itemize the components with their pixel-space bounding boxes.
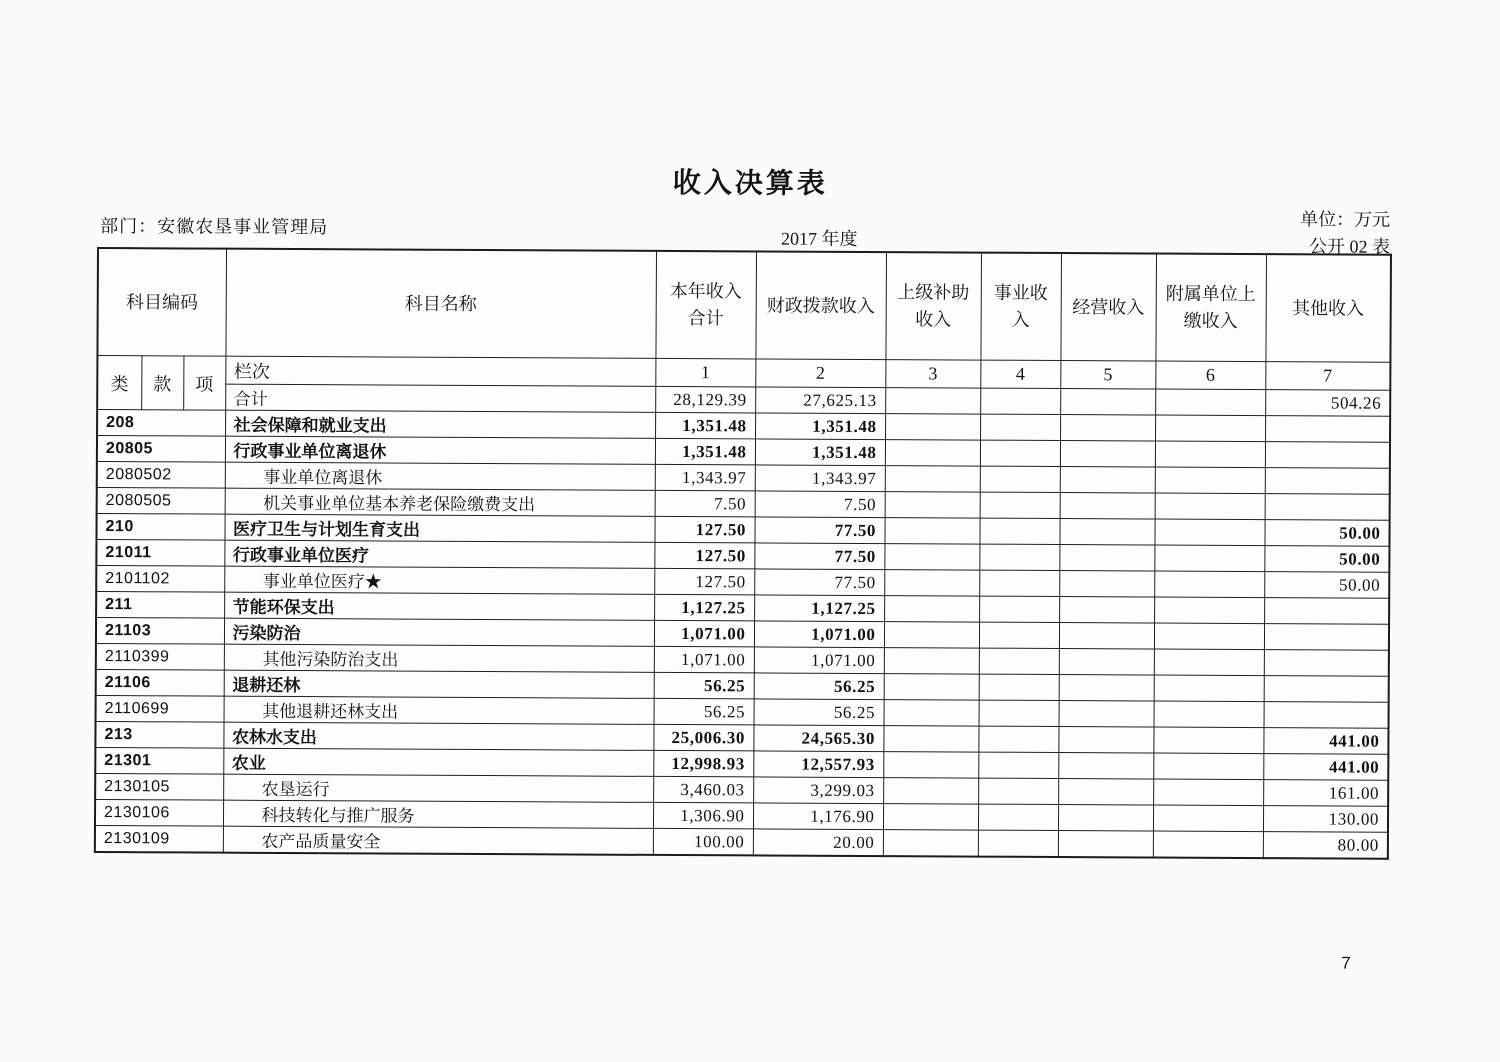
value-cell xyxy=(884,648,979,674)
value-cell: 1,306.90 xyxy=(653,802,753,829)
subject-name-cell: 医疗卫生与计划生育支出 xyxy=(224,514,654,542)
total-value-4 xyxy=(980,388,1060,414)
subject-code-cell: 2130106 xyxy=(95,799,223,826)
value-cell xyxy=(1265,442,1390,469)
value-cell: 441.00 xyxy=(1263,754,1388,781)
value-cell xyxy=(1155,441,1265,468)
column-number-6: 6 xyxy=(1155,361,1265,390)
value-cell xyxy=(1264,598,1389,625)
value-cell: 56.25 xyxy=(754,673,884,700)
header-col-total-income: 本年收入合计 xyxy=(655,251,756,359)
value-cell xyxy=(1265,416,1390,443)
subject-code-cell: 21103 xyxy=(96,617,224,644)
value-cell: 1,127.25 xyxy=(654,594,754,621)
page-number: 7 xyxy=(1341,953,1351,973)
value-cell: 24,565.30 xyxy=(753,725,883,752)
header-col-operating-income: 经营收入 xyxy=(1060,253,1156,361)
value-cell xyxy=(883,830,978,857)
header-subject-code: 科目编码 xyxy=(97,248,226,356)
value-cell xyxy=(884,570,979,596)
value-cell xyxy=(1059,597,1154,623)
subject-code-cell: 208 xyxy=(97,409,225,436)
header-code-section: 款 xyxy=(141,356,183,410)
value-cell: 1,071.00 xyxy=(754,647,884,674)
unit-note: 单位：万元 xyxy=(1300,209,1391,230)
value-cell xyxy=(883,752,978,778)
subject-name-cell: 行政事业单位医疗 xyxy=(224,540,654,568)
value-cell: 1,351.48 xyxy=(755,439,885,466)
header-col-superior-subsidy: 上级补助收入 xyxy=(885,252,981,360)
column-number-2: 2 xyxy=(755,359,885,388)
value-cell xyxy=(885,466,980,492)
subject-code-cell: 211 xyxy=(96,591,224,618)
value-cell: 50.00 xyxy=(1264,572,1389,599)
total-value-3 xyxy=(885,388,980,414)
value-cell xyxy=(1264,676,1389,703)
value-cell: 1,351.48 xyxy=(655,438,755,465)
column-header-row xyxy=(97,248,1391,362)
subject-name-cell: 节能环保支出 xyxy=(224,592,654,620)
value-cell xyxy=(1154,597,1264,624)
lane-label: 栏次 xyxy=(225,356,655,386)
value-cell: 50.00 xyxy=(1264,546,1389,573)
value-cell: 127.50 xyxy=(654,516,754,543)
value-cell xyxy=(884,518,979,544)
value-cell xyxy=(979,570,1059,596)
value-cell xyxy=(1060,467,1155,493)
table-row xyxy=(95,825,1388,858)
column-number-4: 4 xyxy=(980,360,1060,388)
total-value-2: 27,625.13 xyxy=(755,387,885,414)
value-cell: 80.00 xyxy=(1263,832,1388,859)
header-col-fiscal-appropriation: 财政拨款收入 xyxy=(755,251,886,359)
value-cell xyxy=(1059,623,1154,649)
value-cell xyxy=(1153,831,1263,858)
value-cell xyxy=(1153,779,1263,806)
value-cell xyxy=(1264,702,1389,729)
value-cell xyxy=(979,700,1059,726)
value-cell xyxy=(1154,675,1264,702)
value-cell: 7.50 xyxy=(655,490,755,517)
value-cell xyxy=(1154,701,1264,728)
value-cell xyxy=(979,518,1059,544)
subject-name-cell: 农产品质量安全 xyxy=(223,826,653,855)
subject-code-cell: 21301 xyxy=(95,747,223,774)
subject-name-cell: 污染防治 xyxy=(224,618,654,646)
value-cell xyxy=(1153,805,1263,832)
value-cell: 161.00 xyxy=(1263,780,1388,807)
subject-name-cell: 农林水支出 xyxy=(223,722,653,750)
value-cell xyxy=(1058,753,1153,779)
value-cell: 77.50 xyxy=(754,569,884,596)
value-cell xyxy=(1155,493,1265,520)
header-code-item: 项 xyxy=(183,356,225,410)
subject-name-cell: 其他退耕还林支出 xyxy=(224,696,654,724)
subject-code-cell: 2101102 xyxy=(96,565,224,592)
subject-code-cell: 213 xyxy=(95,721,223,748)
subject-name-cell: 科技转化与推广服务 xyxy=(223,800,653,828)
value-cell xyxy=(883,804,978,830)
value-cell xyxy=(885,414,980,440)
value-cell xyxy=(1154,623,1264,650)
value-cell xyxy=(978,778,1058,804)
value-cell xyxy=(1059,675,1154,701)
value-cell: 25,006.30 xyxy=(653,724,753,751)
value-cell xyxy=(978,830,1058,857)
value-cell xyxy=(1060,415,1155,441)
subject-code-cell: 21106 xyxy=(96,669,224,696)
value-cell xyxy=(1059,571,1154,597)
value-cell xyxy=(883,726,978,752)
total-label: 合计 xyxy=(225,384,655,412)
subject-name-cell: 行政事业单位离退休 xyxy=(225,436,655,464)
value-cell xyxy=(1060,493,1155,519)
value-cell xyxy=(885,440,980,466)
value-cell: 1,176.90 xyxy=(753,803,883,830)
value-cell: 1,071.00 xyxy=(754,621,884,648)
value-cell: 1,127.25 xyxy=(754,595,884,622)
value-cell: 441.00 xyxy=(1263,728,1388,755)
value-cell xyxy=(1155,467,1265,494)
total-value-1: 28,129.39 xyxy=(655,386,755,413)
value-cell xyxy=(978,804,1058,830)
subject-name-cell: 其他污染防治支出 xyxy=(224,644,654,672)
value-cell xyxy=(884,544,979,570)
value-cell: 1,071.00 xyxy=(654,620,754,647)
value-cell: 77.50 xyxy=(754,543,884,570)
value-cell: 3,460.03 xyxy=(653,776,753,803)
value-cell xyxy=(1265,494,1390,521)
subject-name-cell: 事业单位医疗★ xyxy=(224,566,654,594)
header-col-institutional-income: 事业收入 xyxy=(980,253,1061,361)
value-cell xyxy=(979,596,1059,622)
subject-code-cell: 2080502 xyxy=(97,461,225,488)
value-cell: 3,299.03 xyxy=(753,777,883,804)
column-number-7: 7 xyxy=(1265,362,1390,391)
value-cell xyxy=(1059,649,1154,675)
total-value-6 xyxy=(1155,389,1265,416)
subject-code-cell: 2110399 xyxy=(96,643,224,670)
value-cell: 1,343.97 xyxy=(755,465,885,492)
value-cell xyxy=(979,544,1059,570)
value-cell: 1,343.97 xyxy=(655,464,755,491)
value-cell xyxy=(1264,650,1389,677)
department-label: 部门：安徽农垦事业管理局 xyxy=(100,216,329,238)
subject-code-cell: 2130109 xyxy=(95,825,223,852)
fiscal-year-label: 2017 年度 xyxy=(781,228,858,249)
income-table-body xyxy=(95,409,1390,858)
header-col-affiliated-remitted: 附属单位上缴收入 xyxy=(1155,254,1266,362)
value-cell xyxy=(1264,624,1389,651)
value-cell xyxy=(883,778,978,804)
value-cell xyxy=(979,674,1059,700)
subject-name-cell: 机关事业单位基本养老保险缴费支出 xyxy=(225,488,655,516)
value-cell: 1,071.00 xyxy=(654,646,754,673)
value-cell: 50.00 xyxy=(1264,520,1389,547)
total-value-7: 504.26 xyxy=(1265,390,1390,417)
value-cell: 1,351.48 xyxy=(655,412,755,439)
subject-code-cell: 210 xyxy=(96,513,224,540)
total-value-5 xyxy=(1060,389,1155,415)
value-cell xyxy=(979,622,1059,648)
header-col-other-income: 其他收入 xyxy=(1265,254,1391,362)
value-cell xyxy=(978,726,1058,752)
sheet-number-note: 公开 02 表 xyxy=(1308,236,1391,257)
header-subject-name: 科目名称 xyxy=(225,249,656,359)
value-cell xyxy=(1155,415,1265,442)
value-cell xyxy=(884,622,979,648)
value-cell: 100.00 xyxy=(653,828,753,855)
value-cell xyxy=(978,752,1058,778)
value-cell: 56.25 xyxy=(754,699,884,726)
value-cell: 12,998.93 xyxy=(653,750,753,777)
subject-code-cell: 2080505 xyxy=(97,487,225,514)
subject-name-cell: 事业单位离退休 xyxy=(225,462,655,490)
value-cell xyxy=(1058,779,1153,805)
value-cell: 12,557.93 xyxy=(753,751,883,778)
value-cell: 130.00 xyxy=(1263,806,1388,833)
value-cell: 127.50 xyxy=(654,542,754,569)
value-cell xyxy=(1265,468,1390,495)
value-cell xyxy=(1154,649,1264,676)
value-cell: 56.25 xyxy=(654,672,754,699)
value-cell xyxy=(1153,727,1263,754)
column-number-3: 3 xyxy=(885,360,980,388)
subject-code-cell: 20805 xyxy=(97,435,225,462)
value-cell xyxy=(884,596,979,622)
value-cell xyxy=(980,414,1060,440)
value-cell xyxy=(1058,727,1153,753)
value-cell xyxy=(1059,519,1154,545)
value-cell xyxy=(1153,753,1263,780)
subject-name-cell: 农垦运行 xyxy=(223,774,653,802)
value-cell xyxy=(980,466,1060,492)
value-cell xyxy=(1154,571,1264,598)
value-cell xyxy=(1058,831,1153,858)
value-cell: 56.25 xyxy=(654,698,754,725)
value-cell xyxy=(1154,545,1264,572)
value-cell: 7.50 xyxy=(755,491,885,518)
value-cell xyxy=(1059,701,1154,727)
value-cell: 20.00 xyxy=(753,829,883,856)
column-number-1: 1 xyxy=(655,358,755,387)
subject-name-cell: 退耕还林 xyxy=(224,670,654,698)
header-code-class: 类 xyxy=(97,355,141,409)
document-title: 收入决算表 xyxy=(672,167,828,200)
subject-code-cell: 2130105 xyxy=(95,773,223,800)
column-number-5: 5 xyxy=(1060,361,1155,389)
value-cell xyxy=(980,440,1060,466)
subject-code-cell: 21011 xyxy=(96,539,224,566)
income-table-head xyxy=(97,248,1391,416)
value-cell xyxy=(980,492,1060,518)
subject-code-cell: 2110699 xyxy=(96,695,224,722)
income-final-accounts-table xyxy=(94,247,1392,860)
value-cell: 127.50 xyxy=(654,568,754,595)
value-cell xyxy=(1060,441,1155,467)
value-cell xyxy=(979,648,1059,674)
value-cell: 1,351.48 xyxy=(755,413,885,440)
value-cell xyxy=(884,674,979,700)
subject-name-cell: 农业 xyxy=(223,748,653,776)
value-cell: 77.50 xyxy=(754,517,884,544)
value-cell xyxy=(1058,805,1153,831)
subject-name-cell: 社会保障和就业支出 xyxy=(225,410,655,438)
value-cell xyxy=(1154,519,1264,546)
value-cell xyxy=(885,492,980,518)
value-cell xyxy=(884,700,979,726)
value-cell xyxy=(1059,545,1154,571)
